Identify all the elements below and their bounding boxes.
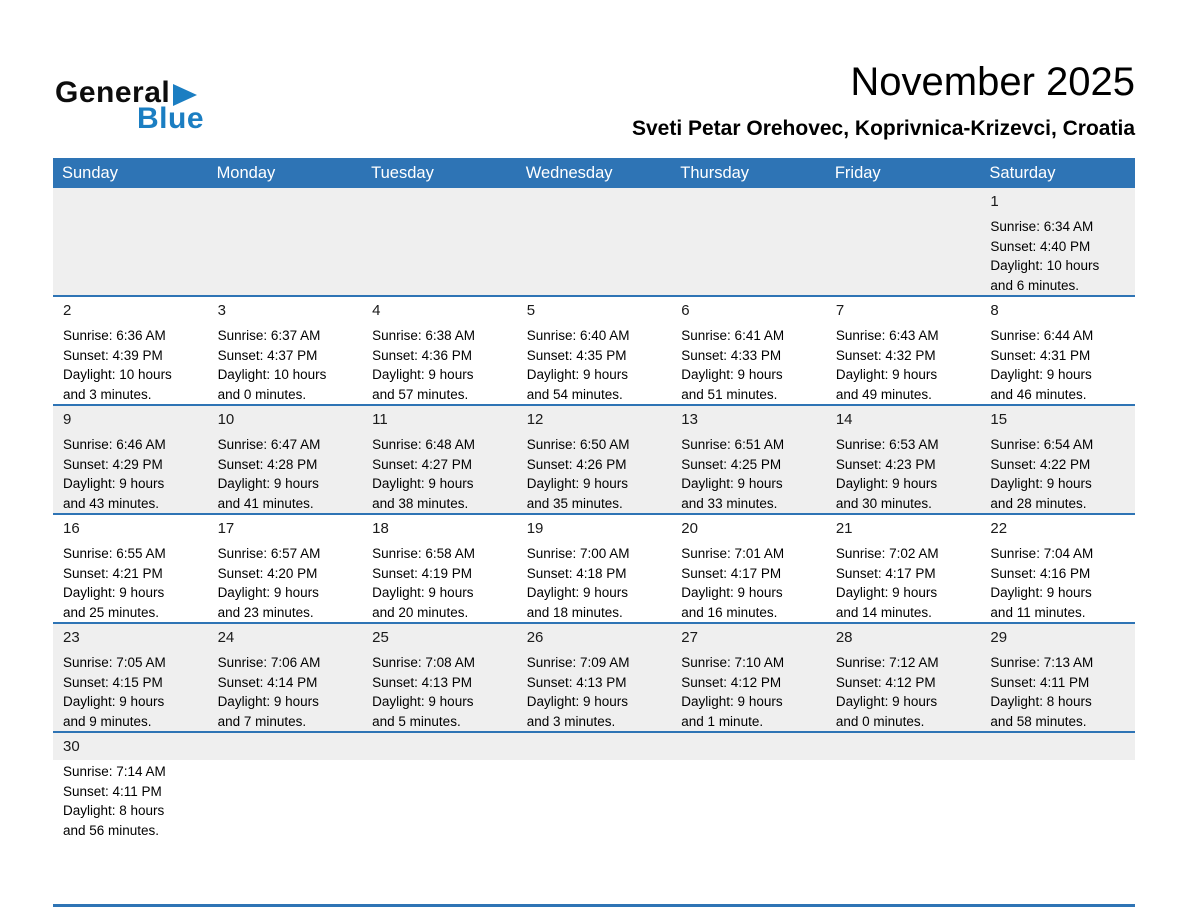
day-cell — [362, 297, 517, 404]
empty-day-cell — [671, 733, 826, 904]
day-detail-line: Sunrise: 7:08 AM — [372, 655, 475, 670]
day-detail-line: and 23 minutes. — [217, 604, 314, 620]
empty-day-cell — [517, 733, 672, 904]
day-number: 3 — [217, 302, 226, 319]
empty-day-cell — [362, 188, 517, 295]
empty-day-cell — [517, 188, 672, 295]
day-detail-line: Daylight: 9 hours — [526, 694, 629, 709]
day-detail-line: Sunset: 4:12 PM — [681, 674, 782, 690]
day-cell — [53, 733, 208, 904]
day-detail-line: Sunrise: 7:00 AM — [526, 546, 630, 561]
day-detail-line: Sunrise: 6:36 AM — [63, 328, 166, 343]
day-detail-line: Sunrise: 6:44 AM — [990, 328, 1094, 343]
day-detail-line: Daylight: 9 hours — [63, 476, 165, 491]
day-detail-line: Sunrise: 6:41 AM — [681, 328, 785, 343]
day-number: 26 — [526, 629, 544, 646]
weekday-label: Tuesday — [371, 164, 434, 182]
day-detail-line: Daylight: 10 hours — [63, 367, 172, 382]
day-detail-line: Sunrise: 6:43 AM — [835, 328, 939, 343]
day-detail-line: Daylight: 9 hours — [681, 476, 783, 491]
day-cell — [208, 624, 363, 731]
day-number: 18 — [372, 520, 389, 537]
day-detail-line: and 58 minutes. — [990, 713, 1087, 729]
weekday-label: Thursday — [680, 164, 750, 182]
logo-text-blue: Blue — [137, 102, 205, 135]
day-detail-line: Daylight: 9 hours — [835, 585, 938, 600]
day-detail-line: and 0 minutes. — [835, 713, 925, 729]
day-cell — [53, 406, 208, 513]
day-detail-line: Sunset: 4:40 PM — [990, 238, 1091, 254]
day-detail-line: and 49 minutes. — [835, 386, 932, 402]
day-detail-line: and 41 minutes. — [217, 495, 314, 511]
day-detail-line: Sunrise: 6:53 AM — [835, 437, 939, 452]
weekday-header — [53, 158, 1135, 188]
day-cell — [517, 406, 672, 513]
day-number: 27 — [681, 629, 698, 646]
day-number: 12 — [526, 411, 544, 428]
day-detail-line: Daylight: 9 hours — [372, 694, 474, 709]
day-detail-line: Sunset: 4:15 PM — [63, 674, 163, 690]
empty-day-cell — [208, 733, 363, 904]
day-detail-line: Daylight: 9 hours — [835, 476, 938, 491]
week-row — [53, 515, 1135, 624]
day-detail-line: Sunset: 4:39 PM — [63, 347, 163, 363]
general-blue-logo — [55, 76, 204, 136]
day-detail-line: and 54 minutes. — [526, 386, 623, 402]
day-detail-line: Sunrise: 7:06 AM — [217, 655, 321, 670]
day-detail-line: Sunrise: 6:38 AM — [372, 328, 475, 343]
day-cell — [362, 406, 517, 513]
day-cell — [517, 624, 672, 731]
day-number: 17 — [217, 520, 235, 537]
day-detail-line: Sunset: 4:36 PM — [372, 347, 472, 363]
day-cell — [671, 406, 826, 513]
day-detail-line: and 0 minutes. — [217, 386, 307, 402]
week-row — [53, 188, 1135, 297]
day-number: 14 — [835, 411, 853, 428]
day-detail-line: and 25 minutes. — [63, 604, 160, 620]
day-number: 6 — [681, 302, 690, 319]
day-cell — [671, 515, 826, 622]
day-number: 23 — [63, 629, 80, 646]
day-number: 1 — [990, 193, 999, 210]
week-row — [53, 624, 1135, 733]
empty-day-cell — [53, 188, 208, 295]
day-detail-line: Sunset: 4:17 PM — [835, 565, 936, 581]
day-detail-line: Sunset: 4:23 PM — [835, 456, 936, 472]
day-detail-line: Daylight: 9 hours — [372, 585, 474, 600]
weekday-label: Sunday — [62, 164, 118, 182]
day-cell — [826, 297, 981, 404]
day-detail-line: Sunrise: 7:04 AM — [990, 546, 1094, 561]
day-number: 7 — [835, 302, 845, 319]
day-detail-line: Sunset: 4:16 PM — [990, 565, 1091, 581]
empty-day-cell — [362, 733, 517, 904]
day-detail-line: and 56 minutes. — [63, 822, 160, 838]
day-cell — [980, 624, 1135, 731]
day-cell — [980, 406, 1135, 513]
day-detail-line: Sunrise: 6:46 AM — [63, 437, 166, 452]
calendar-table — [53, 158, 1135, 907]
weekday-label: Saturday — [989, 164, 1056, 182]
calendar-grid — [53, 188, 1135, 904]
day-detail-line: Sunset: 4:17 PM — [681, 565, 782, 581]
day-detail-line: and 57 minutes. — [372, 386, 469, 402]
day-number: 5 — [526, 302, 536, 319]
day-detail-line: Sunset: 4:26 PM — [526, 456, 627, 472]
day-detail-line: Sunset: 4:31 PM — [990, 347, 1091, 363]
day-detail-line: Sunset: 4:27 PM — [372, 456, 472, 472]
day-cell — [208, 297, 363, 404]
day-detail-line: Sunset: 4:20 PM — [217, 565, 318, 581]
day-detail-line: Sunset: 4:32 PM — [835, 347, 936, 363]
day-detail-line: Sunset: 4:37 PM — [217, 347, 318, 363]
day-detail-line: Daylight: 9 hours — [526, 476, 629, 491]
day-detail-line: and 9 minutes. — [63, 713, 152, 729]
day-detail-line: Sunset: 4:13 PM — [372, 674, 472, 690]
day-number: 15 — [990, 411, 1008, 428]
day-cell — [362, 624, 517, 731]
empty-day-cell — [826, 188, 981, 295]
day-detail-line: and 18 minutes. — [526, 604, 623, 620]
day-detail-line: Sunset: 4:11 PM — [63, 783, 162, 799]
day-detail-line: Daylight: 9 hours — [681, 585, 783, 600]
day-detail-line: Sunrise: 6:34 AM — [990, 219, 1094, 234]
day-detail-line: Daylight: 9 hours — [990, 476, 1092, 491]
page-title: November 2025 — [850, 60, 1135, 104]
day-detail-line: Daylight: 9 hours — [63, 585, 165, 600]
day-cell — [980, 188, 1135, 295]
day-detail-line: and 38 minutes. — [372, 495, 469, 511]
weekday-label: Wednesday — [525, 164, 613, 182]
day-detail-line: and 30 minutes. — [835, 495, 932, 511]
day-cell — [980, 515, 1135, 622]
day-detail-line: Daylight: 9 hours — [372, 476, 474, 491]
day-detail-line: Sunrise: 7:14 AM — [63, 764, 166, 779]
day-cell — [517, 297, 672, 404]
day-detail-line: Daylight: 10 hours — [990, 258, 1100, 273]
empty-day-cell — [826, 733, 981, 904]
day-cell — [826, 624, 981, 731]
day-detail-line: Sunrise: 7:13 AM — [990, 655, 1094, 670]
day-detail-line: Sunset: 4:22 PM — [990, 456, 1091, 472]
day-detail-line: Sunrise: 7:02 AM — [835, 546, 939, 561]
day-detail-line: Daylight: 9 hours — [217, 476, 319, 491]
day-detail-line: Sunrise: 6:37 AM — [217, 328, 321, 343]
day-detail-line: and 7 minutes. — [217, 713, 307, 729]
day-detail-line: Sunrise: 7:09 AM — [526, 655, 630, 670]
day-detail-line: and 14 minutes. — [835, 604, 932, 620]
day-cell — [53, 515, 208, 622]
day-cell — [671, 624, 826, 731]
day-detail-line: Daylight: 9 hours — [63, 694, 165, 709]
day-detail-line: Sunset: 4:12 PM — [835, 674, 936, 690]
day-cell — [826, 406, 981, 513]
day-detail-line: Sunrise: 7:12 AM — [835, 655, 939, 670]
day-number: 4 — [372, 302, 381, 319]
day-detail-line: and 5 minutes. — [372, 713, 461, 729]
day-detail-line: Sunrise: 7:05 AM — [63, 655, 166, 670]
day-detail-line: Sunset: 4:11 PM — [990, 674, 1090, 690]
day-detail-line: and 20 minutes. — [372, 604, 469, 620]
day-number: 13 — [681, 411, 698, 428]
day-detail-line: Daylight: 9 hours — [372, 367, 474, 382]
day-detail-line: Sunrise: 6:50 AM — [526, 437, 630, 452]
day-detail-line: Sunset: 4:35 PM — [526, 347, 627, 363]
day-detail-line: and 35 minutes. — [526, 495, 623, 511]
day-detail-line: Sunrise: 6:54 AM — [990, 437, 1094, 452]
day-number: 19 — [526, 520, 544, 537]
day-detail-line: Sunset: 4:14 PM — [217, 674, 318, 690]
day-detail-line: Sunrise: 6:40 AM — [526, 328, 630, 343]
day-detail-line: Sunrise: 6:48 AM — [372, 437, 475, 452]
day-detail-line: Daylight: 9 hours — [990, 585, 1092, 600]
day-detail-line: Sunset: 4:33 PM — [681, 347, 782, 363]
weekday-label: Monday — [216, 164, 276, 182]
day-number: 22 — [990, 520, 1008, 537]
day-number: 28 — [835, 629, 853, 646]
empty-day-cell — [671, 188, 826, 295]
day-detail-line: and 3 minutes. — [526, 713, 616, 729]
day-detail-line: Sunset: 4:25 PM — [681, 456, 782, 472]
day-cell — [671, 297, 826, 404]
day-detail-line: Sunset: 4:21 PM — [63, 565, 163, 581]
day-detail-line: Daylight: 9 hours — [681, 367, 783, 382]
day-number: 11 — [372, 411, 388, 428]
day-number: 2 — [63, 302, 72, 319]
day-cell — [980, 297, 1135, 404]
day-detail-line: Sunrise: 7:10 AM — [681, 655, 785, 670]
day-number: 30 — [63, 738, 80, 755]
day-detail-line: and 11 minutes. — [990, 604, 1086, 620]
day-detail-line: and 51 minutes. — [681, 386, 778, 402]
logo-text-general: General — [55, 76, 171, 109]
day-detail-line: Sunset: 4:19 PM — [372, 565, 472, 581]
week-row — [53, 297, 1135, 406]
day-cell — [208, 515, 363, 622]
day-detail-line: Daylight: 9 hours — [835, 367, 938, 382]
day-detail-line: Sunrise: 7:01 AM — [681, 546, 785, 561]
day-number: 21 — [835, 520, 853, 537]
day-cell — [53, 624, 208, 731]
day-number: 25 — [372, 629, 389, 646]
day-detail-line: Daylight: 10 hours — [217, 367, 327, 382]
day-number: 20 — [681, 520, 698, 537]
week-row — [53, 406, 1135, 515]
day-detail-line: Sunset: 4:13 PM — [526, 674, 627, 690]
day-detail-line: and 46 minutes. — [990, 386, 1087, 402]
day-detail-line: and 28 minutes. — [990, 495, 1087, 511]
day-cell — [53, 297, 208, 404]
day-detail-line: Sunrise: 6:57 AM — [217, 546, 321, 561]
day-detail-line: Sunset: 4:28 PM — [217, 456, 318, 472]
day-detail-line: Daylight: 9 hours — [681, 694, 783, 709]
day-detail-line: Daylight: 8 hours — [63, 803, 165, 818]
location-subtitle: Sveti Petar Orehovec, Koprivnica-Krizevci, Croatia — [631, 117, 1135, 140]
day-detail-line: Sunrise: 6:47 AM — [217, 437, 321, 452]
day-detail-line: Daylight: 9 hours — [526, 585, 629, 600]
day-cell — [208, 406, 363, 513]
day-detail-line: Sunset: 4:18 PM — [526, 565, 627, 581]
day-number: 8 — [990, 302, 999, 319]
day-detail-line: Sunset: 4:29 PM — [63, 456, 163, 472]
day-detail-line: Daylight: 9 hours — [526, 367, 629, 382]
day-detail-line: Daylight: 9 hours — [990, 367, 1092, 382]
week-row — [53, 733, 1135, 904]
day-detail-line: Sunrise: 6:51 AM — [681, 437, 785, 452]
day-number: 10 — [217, 411, 235, 428]
weekday-label: Friday — [834, 164, 881, 182]
day-number: 16 — [63, 520, 80, 537]
day-detail-line: and 33 minutes. — [681, 495, 778, 511]
day-detail-line: and 16 minutes. — [681, 604, 778, 620]
day-detail-line: Daylight: 9 hours — [217, 694, 319, 709]
day-detail-line: Sunrise: 6:58 AM — [372, 546, 475, 561]
day-cell — [517, 515, 672, 622]
day-cell — [362, 515, 517, 622]
empty-day-cell — [208, 188, 363, 295]
day-detail-line: and 6 minutes. — [990, 277, 1079, 293]
day-detail-line: and 43 minutes. — [63, 495, 160, 511]
day-cell — [826, 515, 981, 622]
day-detail-line: Sunrise: 6:55 AM — [63, 546, 166, 561]
day-detail-line: and 1 minute. — [681, 713, 764, 729]
day-detail-line: Daylight: 9 hours — [217, 585, 319, 600]
day-detail-line: and 3 minutes. — [63, 386, 152, 402]
day-number: 9 — [63, 411, 72, 428]
day-number: 29 — [990, 629, 1008, 646]
empty-day-cell — [980, 733, 1135, 904]
day-detail-line: Daylight: 9 hours — [835, 694, 938, 709]
day-number: 24 — [217, 629, 235, 646]
day-detail-line: Daylight: 8 hours — [990, 694, 1092, 709]
